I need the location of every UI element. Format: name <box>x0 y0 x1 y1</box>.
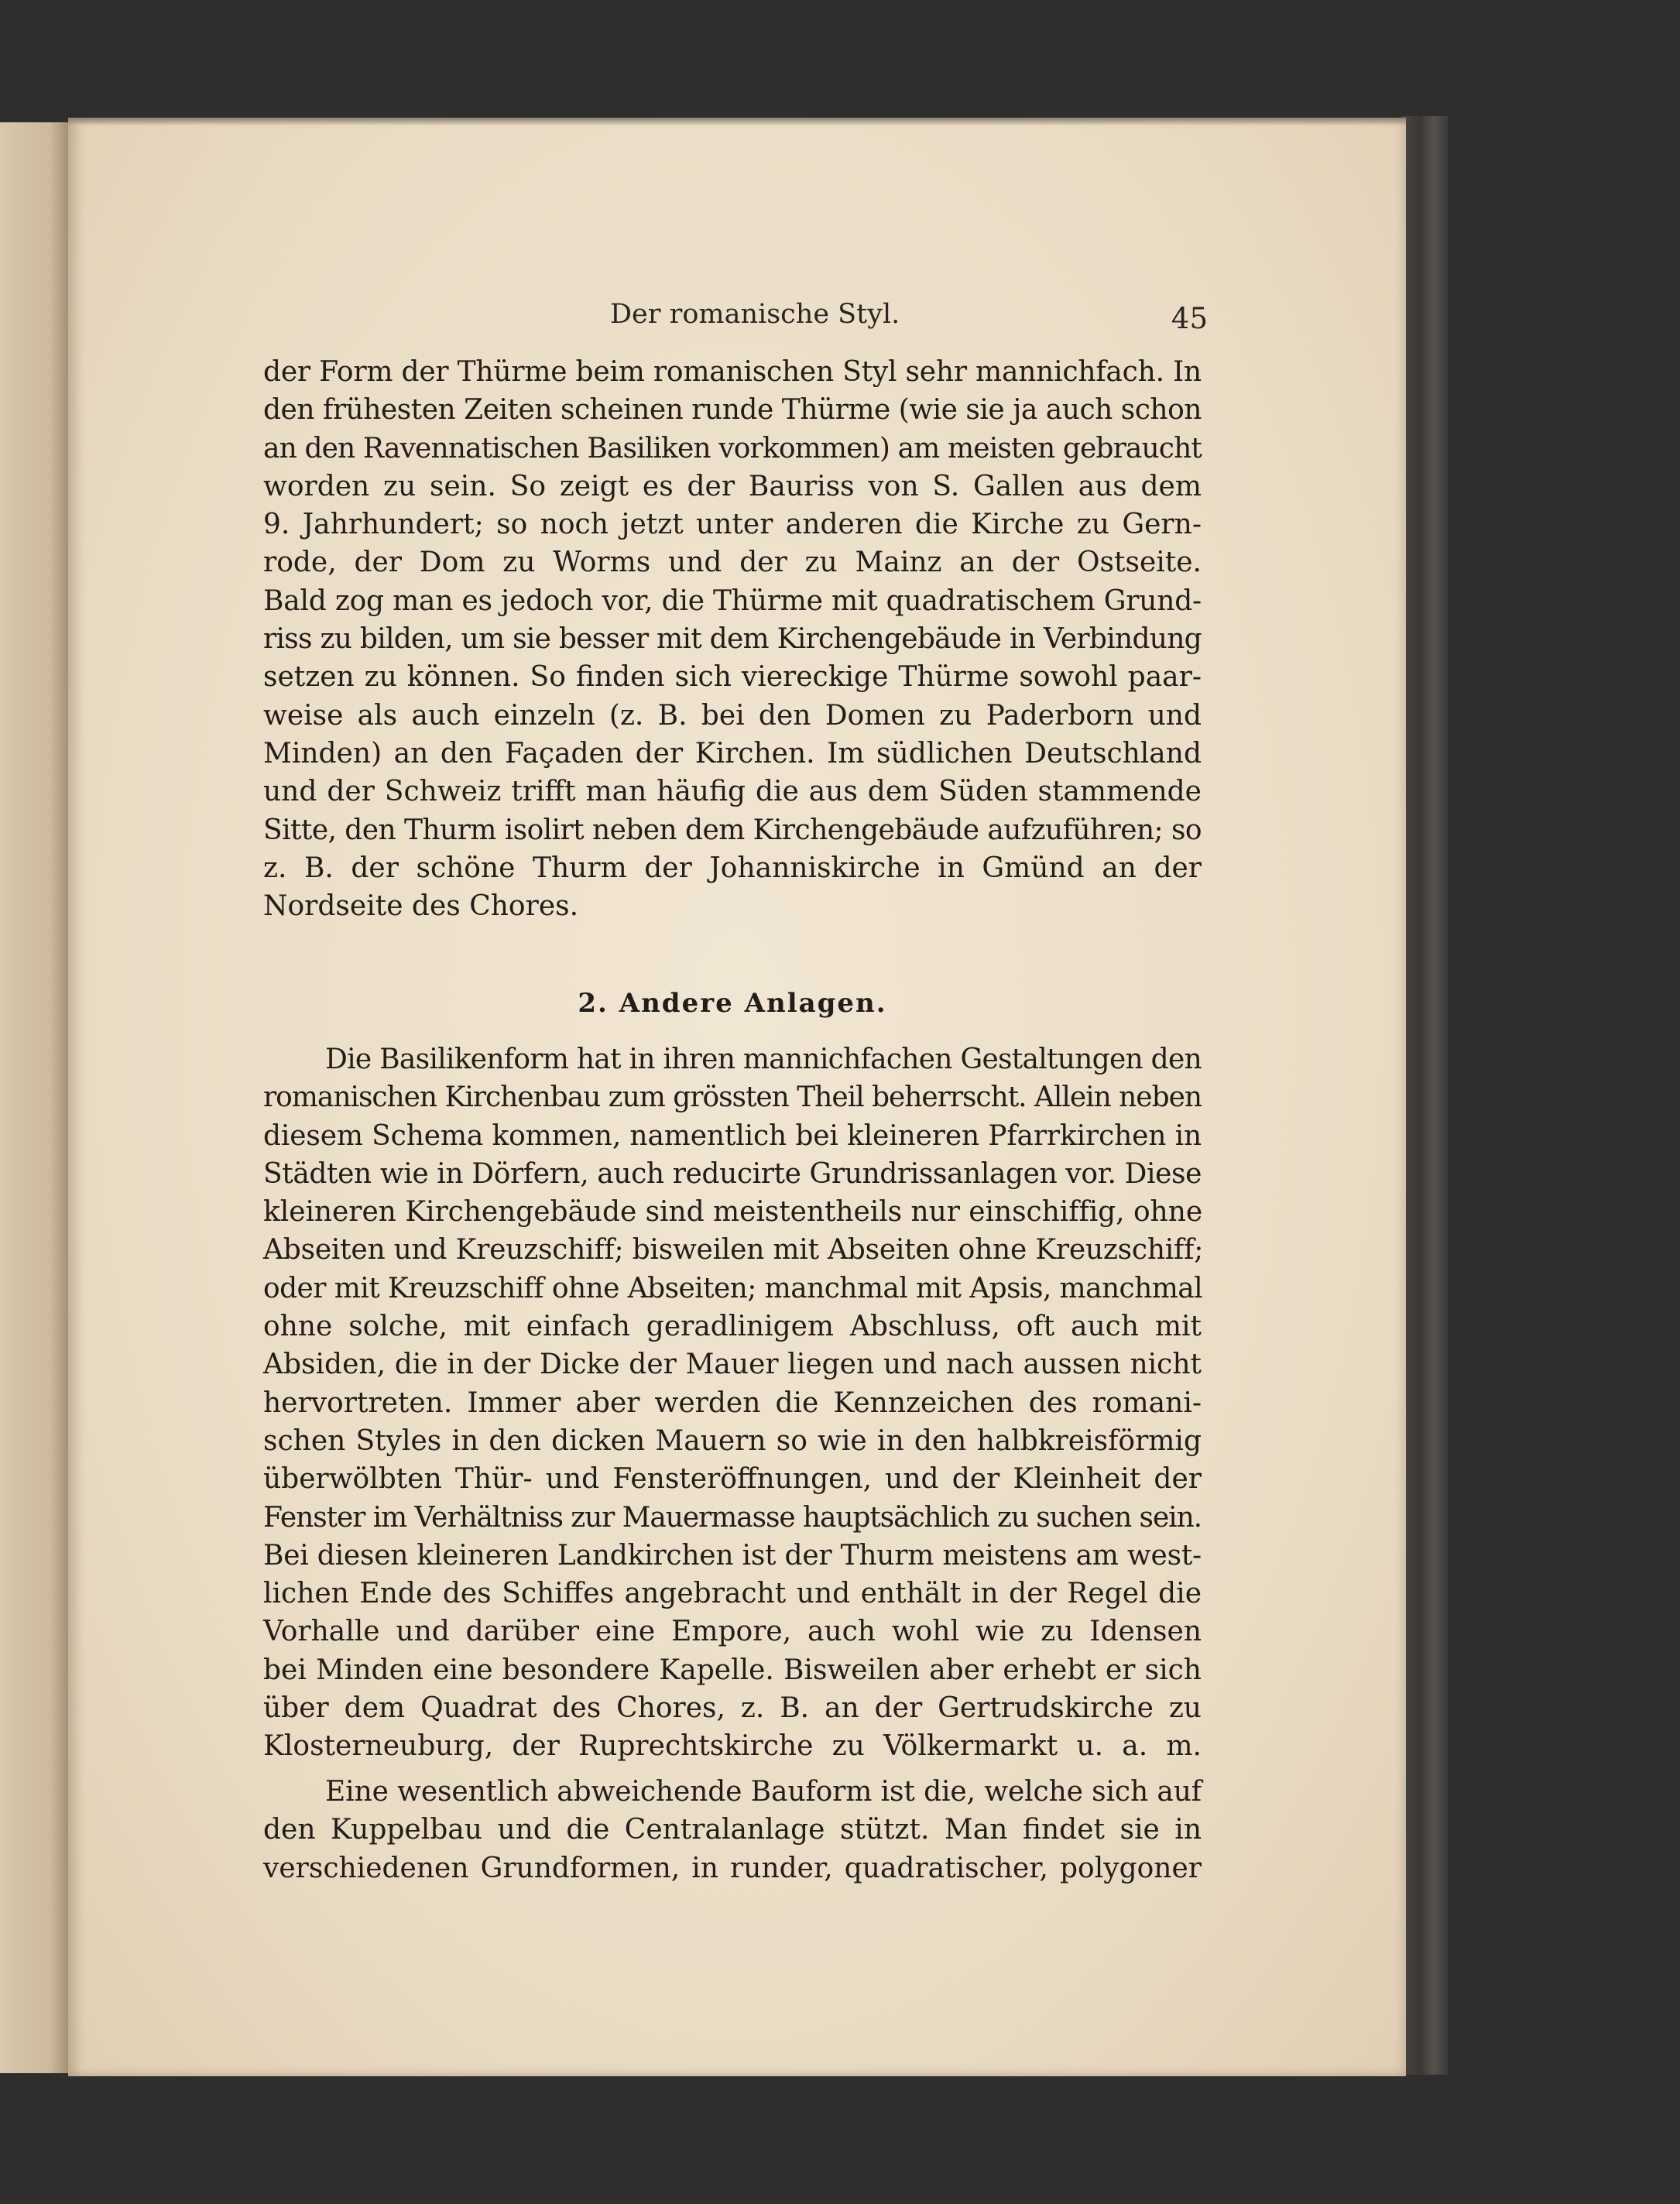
section-heading: 2. Andere Anlagen. <box>578 988 887 1019</box>
text-line: den Kuppelbau und die Centralanlage stützt. Man findet sie in <box>263 1814 1202 1846</box>
paragraph-central-plan <box>263 1773 1202 1887</box>
text-line: 9. Jahrhundert; so noch jetzt unter anderen die Kirche zu Gern- <box>263 509 1202 541</box>
text-line: romanischen Kirchenbau zum grössten Theil beherrscht. Allein neben <box>263 1081 1202 1114</box>
paragraph-other-layouts <box>263 1040 1202 1766</box>
text-line: lichen Ende des Schiffes angebracht und enthält in der Regel die <box>263 1578 1202 1610</box>
text-line: überwölbten Thür- und Fensteröffnungen, und der Kleinheit der <box>263 1463 1202 1496</box>
text-line: oder mit Kreuzschiff ohne Abseiten; manchmal mit Apsis, manchmal <box>263 1272 1203 1304</box>
text-line: Vorhalle und darüber eine Empore, auch wohl wie zu Idensen <box>263 1616 1202 1648</box>
text-line: Bald zog man es jedoch vor, die Thürme mit quadratischem Grund- <box>263 584 1202 617</box>
text-line: der Form der Thürme beim romanischen Styl sehr mannichfach. In <box>263 356 1202 388</box>
text-line: schen Styles in den dicken Mauern so wie in den halbkreisförmig <box>263 1424 1202 1457</box>
text-line: Sitte, den Thurm isolirt neben dem Kirchengebäude aufzuführen; so <box>263 814 1202 846</box>
text-line: weise als auch einzeln (z. B. bei den Domen zu Paderborn und <box>263 699 1202 732</box>
text-line: z. B. der schöne Thurm der Johanniskirche in Gmünd an der <box>263 852 1202 884</box>
text-line: Bei diesen kleineren Landkirchen ist der Thurm meistens am west- <box>263 1539 1202 1572</box>
text-line: diesem Schema kommen, namentlich bei kleineren Pfarrkirchen in <box>263 1119 1202 1152</box>
text-line: ohne solche, mit einfach geradlinigem Abschluss, oft auch mit <box>263 1311 1202 1343</box>
page-header <box>263 293 1208 339</box>
text-line: Abseiten und Kreuzschiff; bisweilen mit Abseiten ohne Kreuzschiff; <box>263 1234 1204 1267</box>
book-cover-edge <box>1401 116 1448 2075</box>
text-line: Städten wie in Dörfern, auch reducirte Grundrissanlagen vor. Diese <box>263 1157 1202 1190</box>
text-line: rode, der Dom zu Worms und der zu Mainz an der Ostseite. <box>263 547 1202 579</box>
text-line: Absiden, die in der Dicke der Mauer liegen und nach aussen nicht <box>263 1349 1202 1381</box>
text-line: verschiedenen Grundformen, in runder, quadratischer, polygoner <box>263 1852 1202 1884</box>
text-line: kleineren Kirchengebäude sind meistentheils nur einschiffig, ohne <box>263 1196 1203 1229</box>
text-line: an den Ravennatischen Basiliken vorkommen) am meisten gebraucht <box>263 432 1202 464</box>
text-line: hervortreten. Immer aber werden die Kennzeichen des romani- <box>263 1386 1202 1419</box>
text-line: bei Minden eine besondere Kapelle. Bisweilen aber erhebt er sich <box>263 1654 1202 1686</box>
text-line: über dem Quadrat des Chores, z. B. an der Gertrudskirche zu <box>263 1692 1202 1725</box>
text-line: Minden) an den Façaden der Kirchen. Im südlichen Deutschland <box>263 737 1202 770</box>
text-line: worden zu sein. So zeigt es der Bauriss von S. Gallen aus dem <box>263 470 1202 502</box>
text-line: den frühesten Zeiten scheinen runde Thürme (wie sie ja auch schon <box>263 394 1202 427</box>
text-line: setzen zu können. So finden sich viereckige Thürme sowohl paar- <box>263 661 1202 694</box>
left-page-edge <box>0 122 71 2073</box>
paragraph-towers <box>263 353 1202 925</box>
text-line: Fenster im Verhältniss zur Mauermasse hauptsächlich zu suchen sein. <box>263 1501 1202 1534</box>
page-top-shadow <box>68 118 1406 125</box>
text-line: riss zu bilden, um sie besser mit dem Kirchengebäude in Verbindung <box>263 623 1202 656</box>
text-line: Die Basilikenform hat in ihren mannichfachen Gestaltungen den <box>325 1044 1202 1075</box>
text-line: Nordseite des Chores. <box>263 890 579 923</box>
text-line: und der Schweiz trifft man häufig die aus dem Süden stammende <box>263 776 1202 808</box>
text-line: Klosterneuburg, der Ruprechtskirche zu Völkermarkt u. a. m. <box>263 1730 1202 1763</box>
text-line: Eine wesentlich abweichende Bauform ist die, welche sich auf <box>325 1776 1202 1808</box>
page-number: 45 <box>1171 302 1208 335</box>
running-title: Der romanische Styl. <box>610 299 900 330</box>
